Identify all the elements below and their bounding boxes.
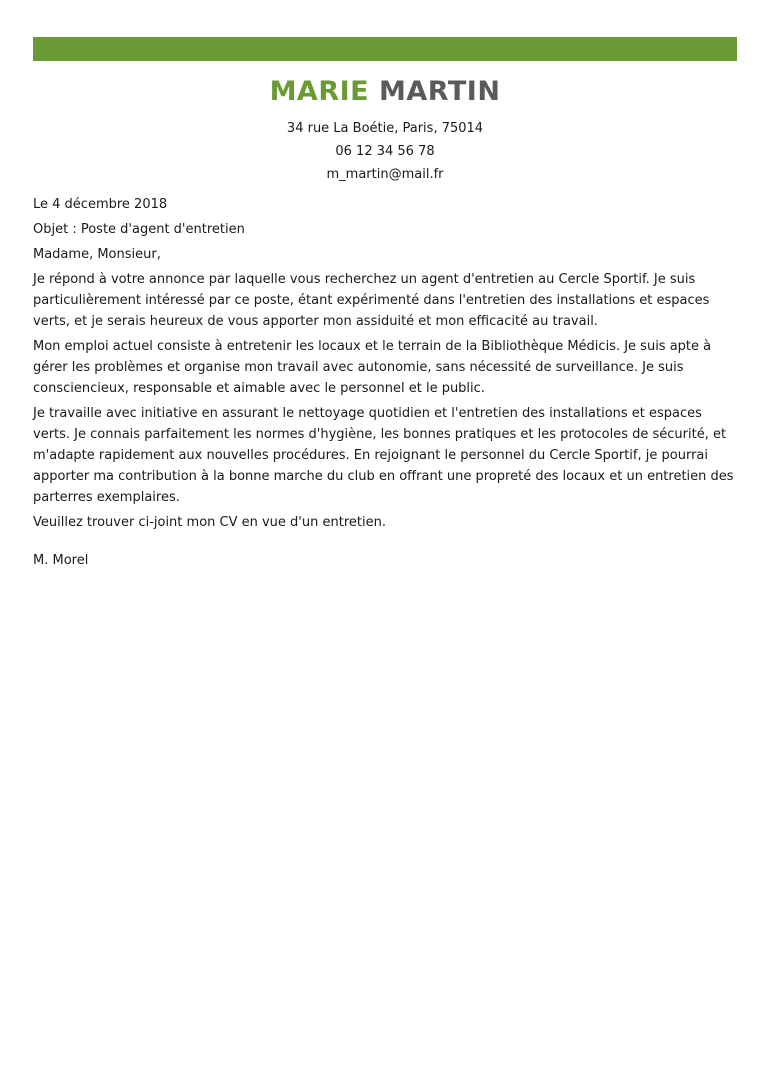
- salutation: Madame, Monsieur,: [33, 247, 161, 262]
- letter-date: Le 4 décembre 2018: [33, 197, 168, 212]
- letter-subject: Objet : Poste d'agent d'entretien: [33, 222, 245, 237]
- signature: M. Morel: [33, 553, 89, 568]
- closing-sentence: Veuillez trouver ci-joint mon CV en vue d'un entretien.: [33, 515, 386, 530]
- first-name: MARIE: [269, 76, 370, 107]
- applicant-name: [33, 73, 737, 111]
- phone-number: 06 12 34 56 78: [335, 144, 435, 159]
- header-accent-bar: [33, 37, 737, 61]
- body-paragraph-3: Je travaille avec initiative en assurant le nettoyage quotidien et l'entretien des installations et espaces verts. Je connais parfaitement les normes d'hygiène, les bonnes pratiques et les protocoles de sécurité, et m'adapte rapidement aux nouvelles procédures. En rejoignant le personnel du Cercle Sportif, je pourrai apporter ma contribution à la bonne marche du club en offrant une propreté des locaux et un entretien des parterres exemplaires.: [33, 406, 734, 505]
- letter-body: [33, 194, 737, 575]
- body-paragraph-1: Je répond à votre annonce par laquelle vous recherchez un agent d'entretien au Cercle Sportif. Je suis particulièrement intéressé par ce poste, étant expérimenté dans l'entretien des installations et espaces verts, et je serais heureux de vous apporter mon assiduité et mon efficacité au travail.: [33, 272, 710, 329]
- email-address: m_martin@mail.fr: [326, 167, 444, 182]
- last-name: MARTIN: [379, 76, 501, 107]
- letter-header: [33, 73, 737, 186]
- address: 34 rue La Boétie, Paris, 75014: [286, 121, 484, 136]
- body-paragraph-2: Mon emploi actuel consiste à entretenir les locaux et le terrain de la Bibliothèque Médicis. Je suis apte à gérer les problèmes et organise mon travail avec autonomie, sans nécessité de surveillance. Je suis consciencieux, responsable et aimable avec le personnel et le public.: [33, 339, 712, 396]
